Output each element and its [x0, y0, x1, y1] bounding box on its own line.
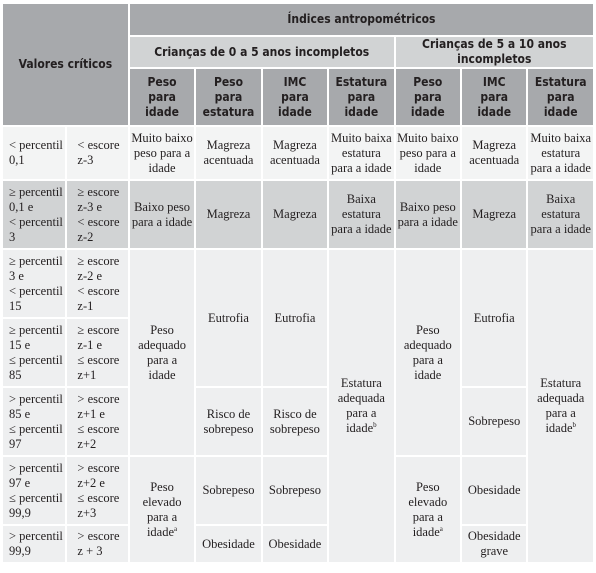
cell-baixo-peso: Baixo peso para a idade: [396, 181, 460, 248]
escore-cell: > escore z+1 e ≤ escore z+2: [67, 388, 127, 455]
escore-cell: ≥ escore z-1 e ≤ escore z+1: [67, 319, 127, 386]
col-header-imc-idade-5-10: IMC para idade: [462, 69, 526, 125]
cell-magreza-acentuada: Magreza acentuada: [462, 127, 526, 179]
cell-peso-adequado: Peso adequado para a idade: [130, 250, 194, 455]
cell-magreza: Magreza: [196, 181, 260, 248]
cell-baixa-estatura: Baixa estatura para a idade: [528, 181, 593, 248]
escore-cell: ≥ escore z-2 e < escore z-1: [67, 250, 127, 317]
cell-eutrofia: Eutrofia: [263, 250, 327, 386]
cell-muito-baixa-estatura: Muito baixa estatura para a idade: [329, 127, 393, 179]
escore-cell: > escore z+2 e ≤ escore z+3: [67, 457, 127, 524]
header-group-0-5: Crianças de 0 a 5 anos incompletos: [130, 37, 394, 67]
cell-risco-sobrepeso: Risco de sobrepeso: [196, 388, 260, 455]
cell-obesidade: Obesidade: [462, 457, 526, 524]
percentil-cell: ≥ percentil 0,1 e < percentil 3: [3, 181, 65, 248]
cell-sobrepeso: Sobrepeso: [196, 457, 260, 524]
cell-muito-baixo-peso: Muito baixo peso para a idade: [130, 127, 194, 179]
cell-peso-adequado: Peso adequado para a idade: [396, 250, 460, 455]
escore-cell: > escore z + 3: [67, 526, 127, 562]
percentil-cell: ≥ percentil 15 e ≤ percentil 85: [3, 319, 65, 386]
cell-peso-elevado: Peso elevado para a idade$^a$: [396, 457, 460, 562]
cell-baixo-peso: Baixo peso para a idade: [130, 181, 194, 248]
col-header-imc-idade-0-5: IMC para idade: [263, 69, 327, 125]
cell-magreza: Magreza: [263, 181, 327, 248]
cell-risco-sobrepeso: Risco de sobrepeso: [263, 388, 327, 455]
cell-muito-baixa-estatura: Muito baixa estatura para a idade: [528, 127, 593, 179]
col-header-estatura-idade-0-5: Estatura para idade: [329, 69, 393, 125]
cell-obesidade: Obesidade: [263, 526, 327, 562]
cell-eutrofia: Eutrofia: [462, 250, 526, 386]
col-header-peso-estatura-0-5: Peso para estatura: [196, 69, 260, 125]
header-group-5-10: Crianças de 5 a 10 anos incompletos: [396, 37, 593, 67]
cell-estatura-adequada: Estatura adequada para a idade$^b$: [329, 250, 393, 562]
cell-sobrepeso: Sobrepeso: [462, 388, 526, 455]
cell-sobrepeso: Sobrepeso: [263, 457, 327, 524]
header-valores-criticos: Valores críticos: [3, 4, 128, 125]
col-header-estatura-idade-5-10: Estatura para idade: [528, 69, 593, 125]
cell-muito-baixo-peso: Muito baixo peso para a idade: [396, 127, 460, 179]
header-indices-antropometricos: Índices antropométricos: [130, 4, 593, 35]
cell-peso-elevado: Peso elevado para a idade$^a$: [130, 457, 194, 562]
escore-cell: ≥ escore z-3 e < escore z-2: [67, 181, 127, 248]
anthropometric-indices-table: [1, 2, 595, 564]
col-header-peso-idade-0-5: Peso para idade: [130, 69, 194, 125]
percentil-cell: < percentil 0,1: [3, 127, 65, 179]
col-header-peso-idade-5-10: Peso para idade: [396, 69, 460, 125]
cell-magreza-acentuada: Magreza acentuada: [263, 127, 327, 179]
cell-magreza-acentuada: Magreza acentuada: [196, 127, 260, 179]
cell-magreza: Magreza: [462, 181, 526, 248]
cell-obesidade-grave: Obesidade grave: [462, 526, 526, 562]
cell-obesidade: Obesidade: [196, 526, 260, 562]
percentil-cell: > percentil 99,9: [3, 526, 65, 562]
percentil-cell: > percentil 97 e ≤ percentil 99,9: [3, 457, 65, 524]
cell-baixa-estatura: Baixa estatura para a idade: [329, 181, 393, 248]
cell-estatura-adequada: Estatura adequada para a idade$^b$: [528, 250, 593, 562]
percentil-cell: ≥ percentil 3 e < percentil 15: [3, 250, 65, 317]
cell-eutrofia: Eutrofia: [196, 250, 260, 386]
escore-cell: < escore z-3: [67, 127, 127, 179]
percentil-cell: > percentil 85 e ≤ percentil 97: [3, 388, 65, 455]
